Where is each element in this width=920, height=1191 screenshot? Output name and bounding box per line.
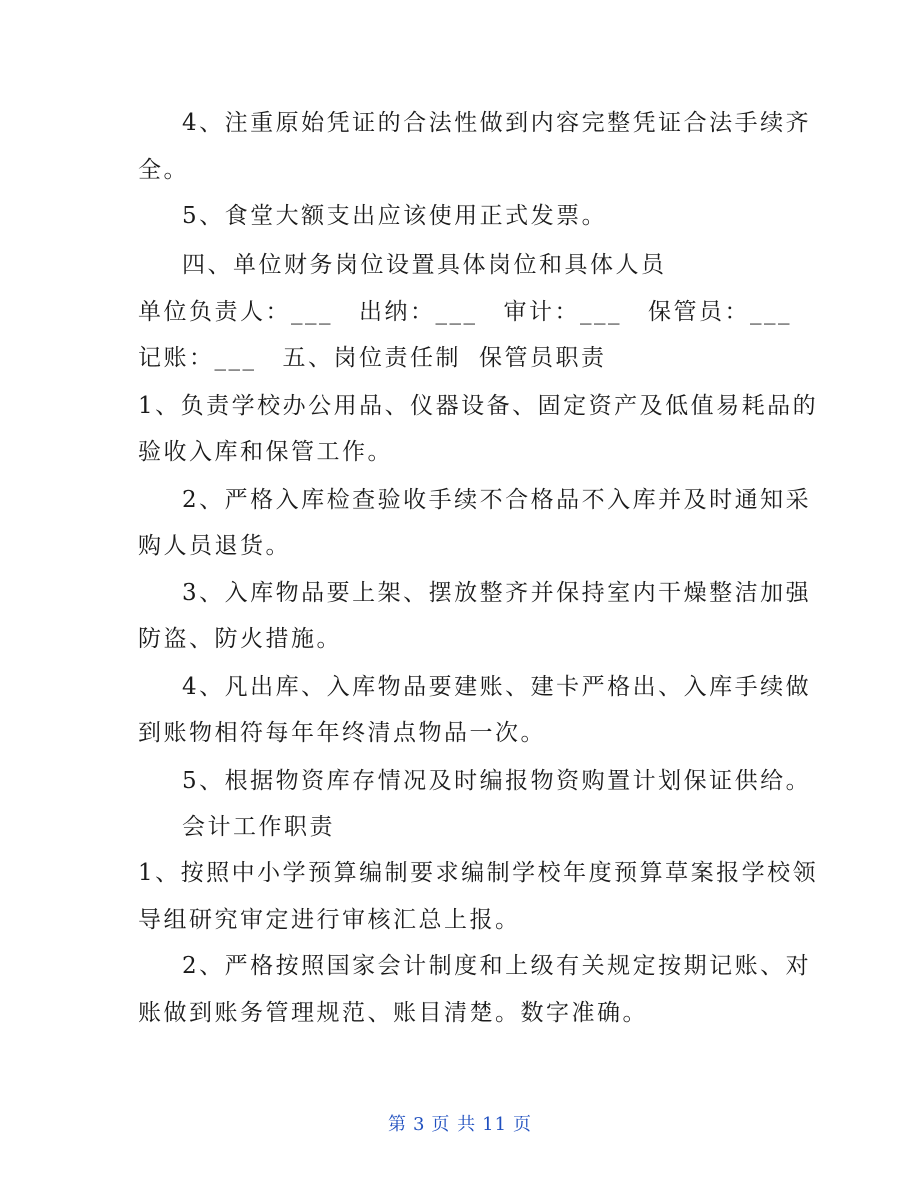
paragraph-line: 2、严格入库检查验收手续不合格品不入库并及时通知采 [182,487,812,513]
role-head: 单位负责人：___ [138,299,333,325]
footer-middle: 页 共 [431,1114,477,1135]
paragraph-line: 1、按照中小学预算编制要求编制学校年度预算草案报学校领 [138,860,819,886]
paragraph-line: 4、注重原始凭证的合法性做到内容完整凭证合法手续齐 [182,110,812,136]
role-keeper: 保管员：___ [648,299,792,325]
paragraph-line: 3、入库物品要上架、摆放整齐并保持室内干燥整洁加强 [182,580,812,606]
page-number-footer [0,1112,920,1138]
subsection-title: 会计工作职责 [182,814,335,840]
role-audit: 审计：___ [503,299,622,325]
paragraph-line: 2、严格按照国家会计制度和上级有关规定按期记账、对 [182,953,812,979]
paragraph-line: 导组研究审定进行审核汇总上报。 [138,907,521,933]
paragraph-line: 购人员退货。 [138,533,291,559]
paragraph-line: 账做到账务管理规范、账目清楚。数字准确。 [138,1000,648,1026]
paragraph-line: 5、食堂大额支出应该使用正式发票。 [182,203,608,229]
footer-suffix: 页 [513,1114,533,1135]
staff-roles-line [138,297,792,327]
paragraph-line: 防盗、防火措施。 [138,626,342,652]
footer-total-pages: 11 [482,1114,508,1135]
paragraph-line: 4、凡出库、入库物品要建账、建卡严格出、入库手续做 [182,674,812,700]
subsection-title: 保管员职责 [479,345,607,371]
staff-roles-line [138,343,788,373]
paragraph-line: 全。 [138,157,189,183]
section-heading: 五、岗位责任制 [282,345,461,371]
footer-prefix: 第 [387,1114,407,1135]
paragraph-line: 5、根据物资库存情况及时编报物资购置计划保证供给。 [182,768,812,794]
section-heading: 四、单位财务岗位设置具体岗位和具体人员 [182,252,667,278]
footer-current-page: 3 [412,1114,426,1135]
paragraph-line: 到账物相符每年年终清点物品一次。 [138,720,546,746]
paragraph-line: 验收入库和保管工作。 [138,439,393,465]
role-cashier: 出纳：___ [359,299,478,325]
role-bookkeeping: 记账：___ [138,345,257,371]
paragraph-line: 1、负责学校办公用品、仪器设备、固定资产及低值易耗品的 [138,393,819,419]
